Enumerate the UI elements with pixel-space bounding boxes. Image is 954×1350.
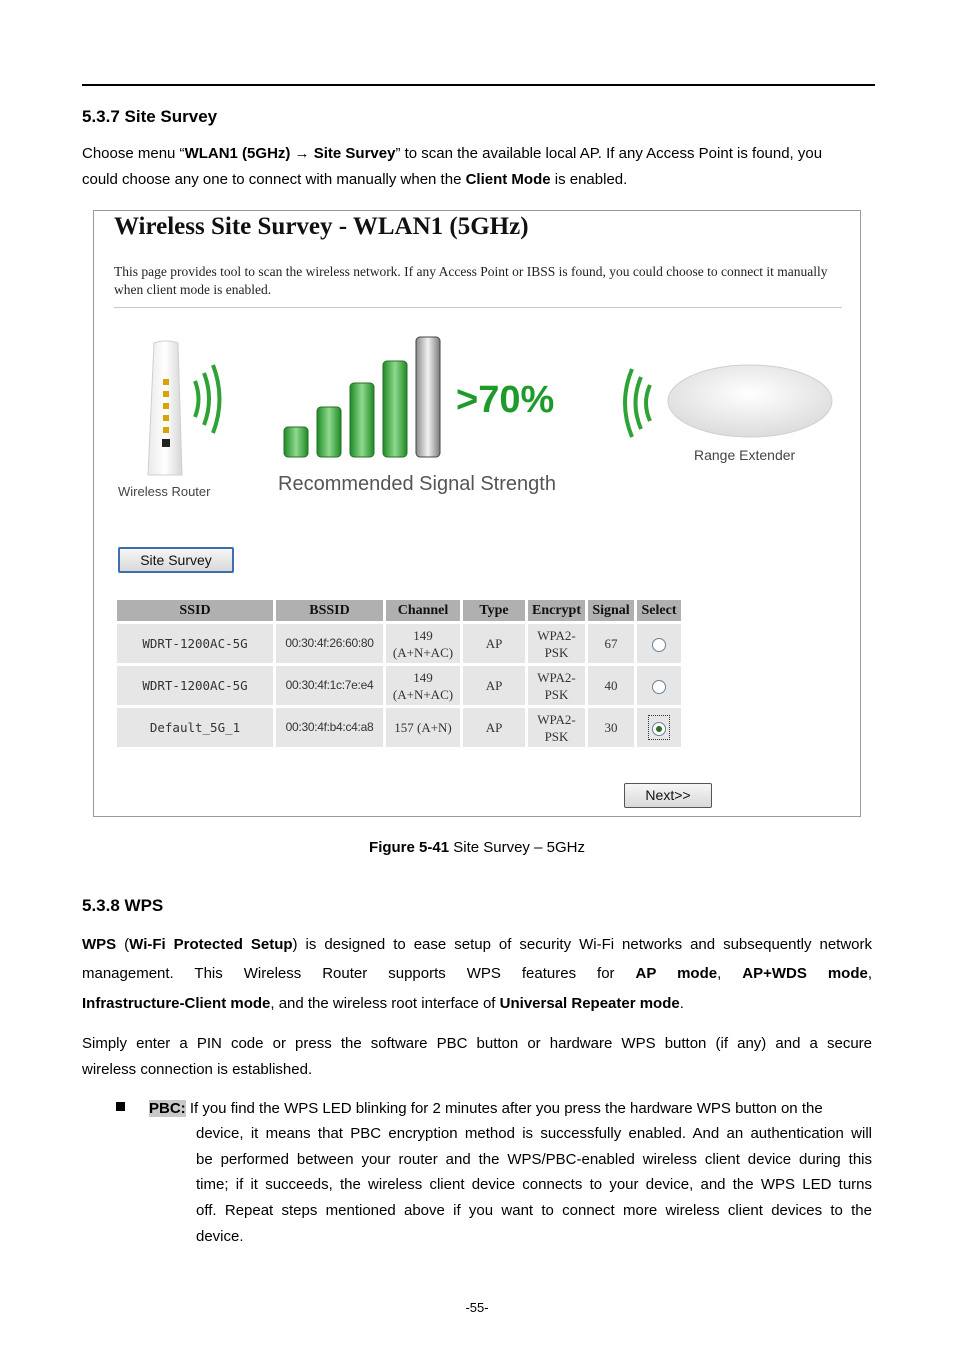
channel-mode: (A+N+AC) (392, 686, 454, 702)
radio-wrap (652, 678, 666, 693)
wireless-router-icon (140, 339, 240, 484)
text: ) is designed to ease setup of security Wi-Fi networks and subsequently network (292, 936, 872, 953)
site-survey-figure (93, 210, 861, 817)
text: management. This Wireless Router supports WPS features for (82, 965, 636, 982)
radio-wrap-selected (648, 715, 670, 740)
site-survey-button[interactable]: Site Survey (118, 547, 234, 573)
ssid-cell: Default_5G_1 (117, 708, 273, 747)
bssid-cell: 00:30:4f:b4:c4:a8 (276, 708, 383, 747)
table-row (117, 666, 681, 705)
table-header-row (117, 600, 681, 621)
select-radio[interactable] (652, 680, 666, 694)
bssid-cell: 00:30:4f:26:60:80 (276, 624, 383, 663)
encrypt-line2: PSK (544, 728, 569, 744)
channel-cell (386, 708, 460, 747)
channel-number: 157 (A+N) (394, 720, 452, 735)
channel-cell (386, 666, 460, 705)
pbc-bullet-line4: time; if it succeeds, the wireless client device connects to your device, and the WPS LED turns (196, 1176, 872, 1193)
figure-caption-text: Site Survey – 5GHz (449, 839, 585, 856)
encrypt-line2: PSK (544, 644, 569, 660)
encrypt-line1: WPA2- (537, 627, 576, 643)
figure-description: This page provides tool to scan the wireless network. If any Access Point or IBSS is found, you could choose to connect it manually when client mode is enabled. (114, 264, 828, 297)
figure-caption (0, 835, 954, 861)
wps-term: WPS (82, 936, 117, 953)
radio-wrap (652, 636, 666, 651)
wps-paragraph-line2 (82, 961, 872, 987)
universal-repeater-term: Universal Repeater mode (499, 995, 680, 1012)
select-cell (637, 666, 681, 705)
text: . (679, 995, 684, 1012)
infra-client-term: Infrastructure-Client mode (82, 995, 271, 1012)
select-cell (637, 624, 681, 663)
encrypt-line2: PSK (544, 686, 569, 702)
router-label: Wireless Router (118, 484, 211, 499)
extender-label: Range Extender (694, 447, 796, 463)
text: is enabled. (550, 171, 628, 188)
menu-path: WLAN1 (5GHz) → Site Survey (184, 145, 396, 162)
ap-mode-term: AP mode (635, 965, 718, 982)
header-encrypt: Encrypt (528, 600, 585, 621)
select-radio[interactable] (652, 638, 666, 652)
pbc-bullet-line5: off. Repeat steps mentioned above if you want to connect more wireless client devices to the (196, 1202, 872, 1219)
signal-cell: 67 (588, 624, 634, 663)
section-heading-site-survey: 5.3.7 Site Survey (82, 107, 218, 126)
text: could choose any one to connect with manually when the (82, 171, 466, 188)
channel-mode: (A+N+AC) (392, 644, 454, 660)
type-cell: AP (463, 708, 525, 747)
signal-strength-icon (280, 335, 450, 465)
pbc-bullet-line2: device, it means that PBC encryption method is successfully enabled. And an authentication will (196, 1125, 872, 1142)
encrypt-cell (528, 624, 585, 663)
site-survey-table (114, 597, 684, 750)
select-radio-selected[interactable] (652, 722, 666, 736)
next-button[interactable]: Next>> (624, 783, 712, 808)
pbc-bullet-line3: be performed between your router and the WPS/PBC-enabled wireless client device during this (196, 1151, 872, 1168)
ap-wds-mode-term: AP+WDS mode (742, 965, 868, 982)
wps-paragraph2-line1: Simply enter a PIN code or press the software PBC button or hardware WPS button (if any) and a secure (82, 1035, 872, 1052)
header-type: Type (463, 600, 525, 621)
wps-full-term: Wi-Fi Protected Setup (129, 936, 293, 953)
intro-paragraph-line2 (82, 167, 627, 193)
header-rule (82, 84, 875, 86)
wps-paragraph2-line2: wireless connection is established. (82, 1061, 313, 1078)
range-extender-icon (610, 363, 834, 443)
text: , (717, 965, 743, 982)
header-channel: Channel (386, 600, 460, 621)
channel-number: 149 (413, 627, 433, 643)
wps-paragraph-line3 (82, 991, 684, 1017)
header-select: Select (637, 600, 681, 621)
figure-number: Figure 5-41 (369, 839, 450, 856)
wps-paragraph-line1 (82, 932, 872, 958)
text: , (867, 965, 873, 982)
select-cell (637, 708, 681, 747)
text: ( (116, 936, 130, 953)
type-cell: AP (463, 624, 525, 663)
signal-caption: Recommended Signal Strength (278, 473, 556, 495)
pbc-bullet-line6: device. (196, 1228, 244, 1245)
table-row (117, 624, 681, 663)
encrypt-cell (528, 708, 585, 747)
page-number: -55- (465, 1300, 489, 1315)
text: If you find the WPS LED blinking for 2 minutes after you press the hardware WPS button on the (185, 1100, 823, 1117)
channel-cell (386, 624, 460, 663)
encrypt-line1: WPA2- (537, 669, 576, 685)
figure-separator (114, 307, 842, 308)
type-cell: AP (463, 666, 525, 705)
pbc-label: PBC: (149, 1100, 186, 1117)
text: ” to scan the available local AP. If any Access Point is found, you (395, 145, 823, 162)
bssid-cell: 00:30:4f:1c:7e:e4 (276, 666, 383, 705)
client-mode-term: Client Mode (465, 171, 551, 188)
signal-percentage: >70% (456, 379, 555, 421)
section-heading-wps: 5.3.8 WPS (82, 896, 164, 915)
text: Choose menu “ (82, 145, 185, 162)
text: , and the wireless root interface of (270, 995, 500, 1012)
ssid-cell: WDRT-1200AC-5G (117, 624, 273, 663)
encrypt-cell (528, 666, 585, 705)
encrypt-line1: WPA2- (537, 711, 576, 727)
header-signal: Signal (588, 600, 634, 621)
pbc-bullet-line1 (149, 1096, 872, 1122)
channel-number: 149 (413, 669, 433, 685)
ssid-cell: WDRT-1200AC-5G (117, 666, 273, 705)
signal-cell: 30 (588, 708, 634, 747)
signal-cell: 40 (588, 666, 634, 705)
figure-title: Wireless Site Survey - WLAN1 (5GHz) (114, 213, 529, 240)
header-bssid: BSSID (276, 600, 383, 621)
bullet-square-icon (116, 1102, 125, 1111)
intro-paragraph-line1 (82, 141, 822, 167)
table-row (117, 708, 681, 747)
header-ssid: SSID (117, 600, 273, 621)
